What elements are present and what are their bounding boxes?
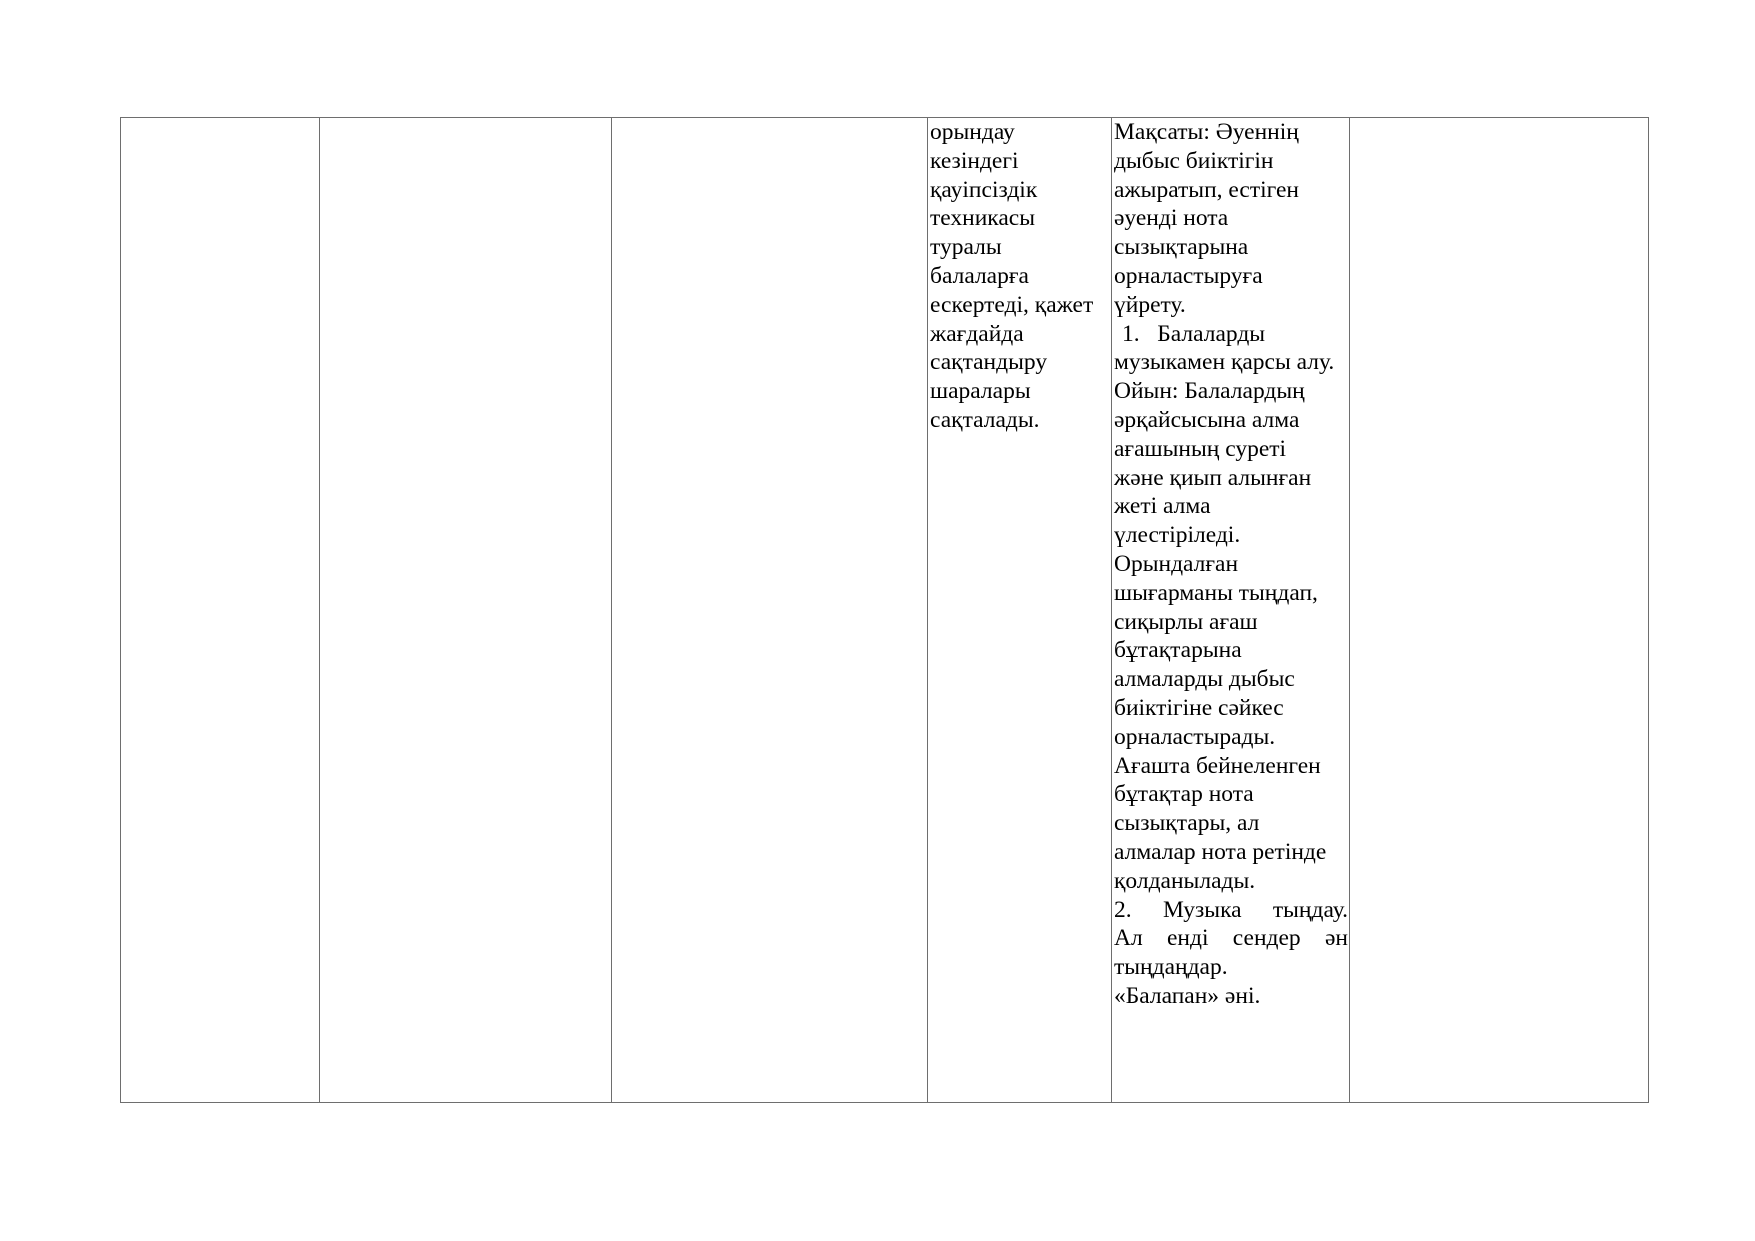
step-2-word: Музыка — [1162, 896, 1242, 923]
lesson-plan-table — [120, 117, 1649, 1103]
text-line: Ағашта бейнеленген — [1114, 752, 1321, 779]
goal-line: үйрету. — [1114, 291, 1186, 318]
text-line: сақталады. — [930, 406, 1040, 433]
safety-note-cell — [928, 118, 1112, 1103]
step-2-line — [1114, 896, 1348, 925]
text-line: ағашының суреті — [1114, 435, 1287, 462]
text-line: жағдайда — [930, 320, 1024, 347]
text-line: сақтандыру — [930, 349, 1048, 376]
empty-cell-6 — [1350, 118, 1649, 1103]
text-line: бұтақтар нота — [1114, 781, 1254, 808]
text-line: әрқайсысына алма — [1114, 406, 1300, 433]
text-line: орындау — [930, 119, 1015, 145]
text-line: орналастырады. — [1114, 723, 1276, 750]
text-line: кезіндегі — [930, 147, 1019, 174]
table-row — [121, 118, 1649, 1103]
step-2-line-2 — [1114, 924, 1348, 953]
text-line: Орындалған — [1114, 550, 1239, 577]
goal-line: Мақсаты: Әуеннің — [1114, 119, 1299, 145]
text-line: жеті алма — [1114, 493, 1211, 520]
empty-cell-1 — [121, 118, 320, 1103]
step-1-line — [1114, 320, 1348, 349]
text-line: шығарманы тыңдап, — [1114, 579, 1318, 606]
text-line: шаралары — [930, 378, 1031, 405]
text-line: сызықтары, ал — [1114, 810, 1260, 837]
step-2-word: 2. — [1114, 896, 1132, 923]
text-line: сиқырлы ағаш — [1114, 608, 1258, 635]
text-line: алмаларды дыбыс — [1114, 666, 1295, 693]
text-line: техникасы — [930, 205, 1036, 232]
text-line: алмалар нота ретінде — [1114, 838, 1327, 865]
text-line: қауіпсіздік — [930, 176, 1038, 203]
text-line: бұтақтарына — [1114, 637, 1242, 664]
text-line: және қиып алынған — [1114, 464, 1312, 491]
step-1-label: Балаларды — [1157, 320, 1266, 347]
step-1-number: 1. — [1122, 320, 1140, 347]
text-line: ескертеді, қажет — [930, 291, 1094, 318]
text-line: тыңдаңдар. — [1114, 954, 1228, 981]
empty-cell-3 — [612, 118, 928, 1103]
step-2-word: Ал — [1114, 925, 1143, 952]
text-line: үлестіріледі. — [1114, 522, 1241, 549]
goal-line: дыбыс биіктігін — [1114, 147, 1274, 174]
step-2-word: сендер — [1232, 925, 1301, 952]
text-line: музыкамен қарсы алу. — [1114, 349, 1335, 376]
step-2-word: ән — [1324, 925, 1348, 952]
step-2-word: тыңдау. — [1272, 896, 1348, 923]
lesson-content-cell — [1112, 118, 1350, 1103]
step-2-word: енді — [1167, 925, 1209, 952]
text-line: қолданылады. — [1114, 867, 1256, 894]
song-title-line: «Балапан» әні. — [1114, 982, 1261, 1009]
text-line: Ойын: Балалардың — [1114, 378, 1305, 405]
text-line: биіктігіне сәйкес — [1114, 694, 1284, 721]
empty-cell-2 — [320, 118, 612, 1103]
goal-line: орналастыруға — [1114, 262, 1263, 289]
goal-line: сызықтарына — [1114, 234, 1249, 261]
text-line: туралы — [930, 234, 1002, 261]
text-line: балаларға — [930, 262, 1029, 289]
goal-line: әуенді нота — [1114, 205, 1229, 232]
goal-line: ажыратып, естіген — [1114, 176, 1299, 203]
